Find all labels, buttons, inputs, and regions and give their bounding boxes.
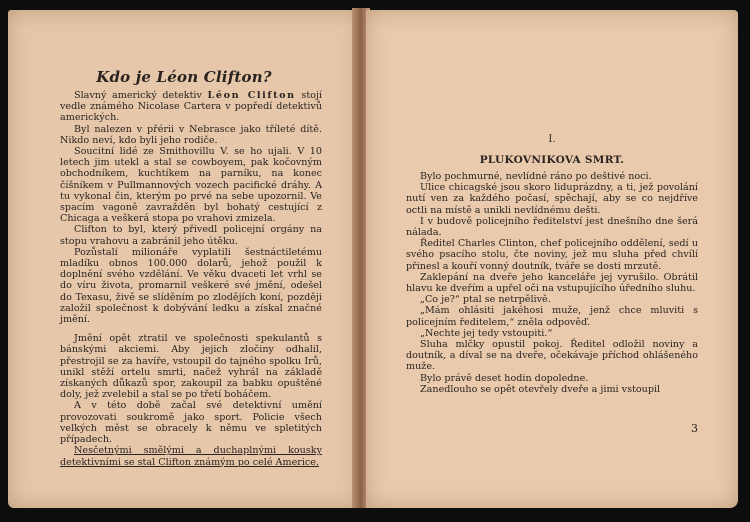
paragraph: Ředitel Charles Clinton, chef policejního oddělení, sedí u svého psacího stolu, čte noviny, jež mu sluha před chvílí přinesl a kouří vonný doutník, tváře se dosti mrzutě.: [406, 238, 698, 272]
paragraph: I v budově policejního ředitelství jest dnešního dne šerá nálada.: [406, 215, 698, 239]
paragraph-intro-before: Slavný americký detektiv: [74, 90, 208, 101]
paragraph: Ulice chicagské jsou skoro liduprázdny, a ti, jež povolání nutí ven za každého počasí, spěchají, aby se co nejdříve octli na místě a unikli nevlídnému dešti.: [406, 182, 698, 216]
left-page: [8, 10, 360, 508]
right-page: [366, 10, 738, 508]
paragraph: Bylo pochmurné, nevlídné ráno po deštivé noci.: [420, 171, 652, 182]
paragraph: Soucitní lidé ze Smithovillu V. se ho ujali. V 10 letech jim utekl a stal se cowboyem, pak kočovným obchodníkem, kuchtíkem na parníku, na konec číšníkem v Pullmannových vozech pacifické dráhy. A tu vykonal čin, kterým po prvé na sebe upozornil. Ve spacím vagoně zavražděn byl bohatý cestující z Chicaga a veškerá stopa po vrahovi zmizela.: [60, 146, 322, 225]
detective-name: Léon Clifton: [207, 90, 296, 101]
paragraph: Nesčetnými smělými a duchaplnými kousky detektivními se stal Clifton známým po celé Americe.: [60, 445, 322, 468]
paragraph-intro-after: stojí vedle známého Nicolase Cartera v popředí detektivů amerických.: [60, 90, 322, 124]
paragraph: Zaklepání na dveře jeho kanceláře jej vyrušilo. Obrátil hlavu ke dveřím a upřel oči na vstupujícího úředního sluhu.: [406, 271, 698, 295]
left-text-column: [60, 90, 322, 468]
right-text-column: [406, 171, 698, 395]
paragraph: „Nechte jej tedy vstoupiti.“: [420, 327, 553, 339]
paragraph: Jmění opět ztratil ve společnosti spekulantů s bánskými akciemi. Aby jejich zločiny odhalil, přestrojil se za havíře, vstoupil do tajného spolku Irů, unikl stěží ortelu smrti, načež vyhrál na základě získaných důkazů spor, zakoupil za babku opuštěné doly, jež zvelebil a stal se po třetí boháčem.: [60, 333, 322, 401]
paragraph: Pozůstalí milionáře vyplatili šestnáctiletému mladíku obnos 100.000 dolarů, jehož použil k doplnění svého vzdělání. Ve věku dvaceti let vrhl se do víru života, promarnil veškeré své jmění, odešel do Texasu, živě se slíděním po zlodějích koní, později založil společnost k dobývání ledku a získal značné jmění.: [60, 246, 322, 326]
paragraph: Byl nalezen v přérii v Nebrasce jako tříleté dítě. Nikdo neví, kdo byli jeho rodiče.: [60, 123, 322, 146]
page-number: 3: [691, 422, 698, 435]
paragraph: Sluha mlčky opustil pokoj. Ředitel odložil noviny a doutník, a díval se na dveře, očekávaje příchod ohlášeného muže.: [406, 339, 698, 373]
paragraph: Zanedlouho se opět otevřely dveře a jimi vstoupil: [420, 383, 661, 395]
page-title: Kdo je Léon Clifton?: [96, 68, 272, 86]
paragraph: Bylo právě deset hodin dopoledne.: [420, 372, 589, 384]
paragraph: „Mám ohlásiti jakéhosi muže, jenž chce mluviti s policejním ředitelem,“ zněla odpověď.: [406, 305, 698, 328]
chapter-title: PLUKOVNIKOVA SMRT.: [479, 154, 625, 166]
paragraph: Clifton to byl, který přivedl policejní orgány na stopu vrahovu a zabránil jeho útěku.: [60, 224, 322, 247]
paragraph-intro: [60, 90, 322, 124]
paragraph: A v této době začal své detektivní umění provozovati soukromě jako sport. Policie všech velkých měst se obracely k němu ve spletitých případech.: [60, 400, 322, 446]
paragraph: „Co je?“ ptal se netrpělivě.: [420, 294, 551, 306]
chapter-number: I.: [548, 134, 556, 145]
